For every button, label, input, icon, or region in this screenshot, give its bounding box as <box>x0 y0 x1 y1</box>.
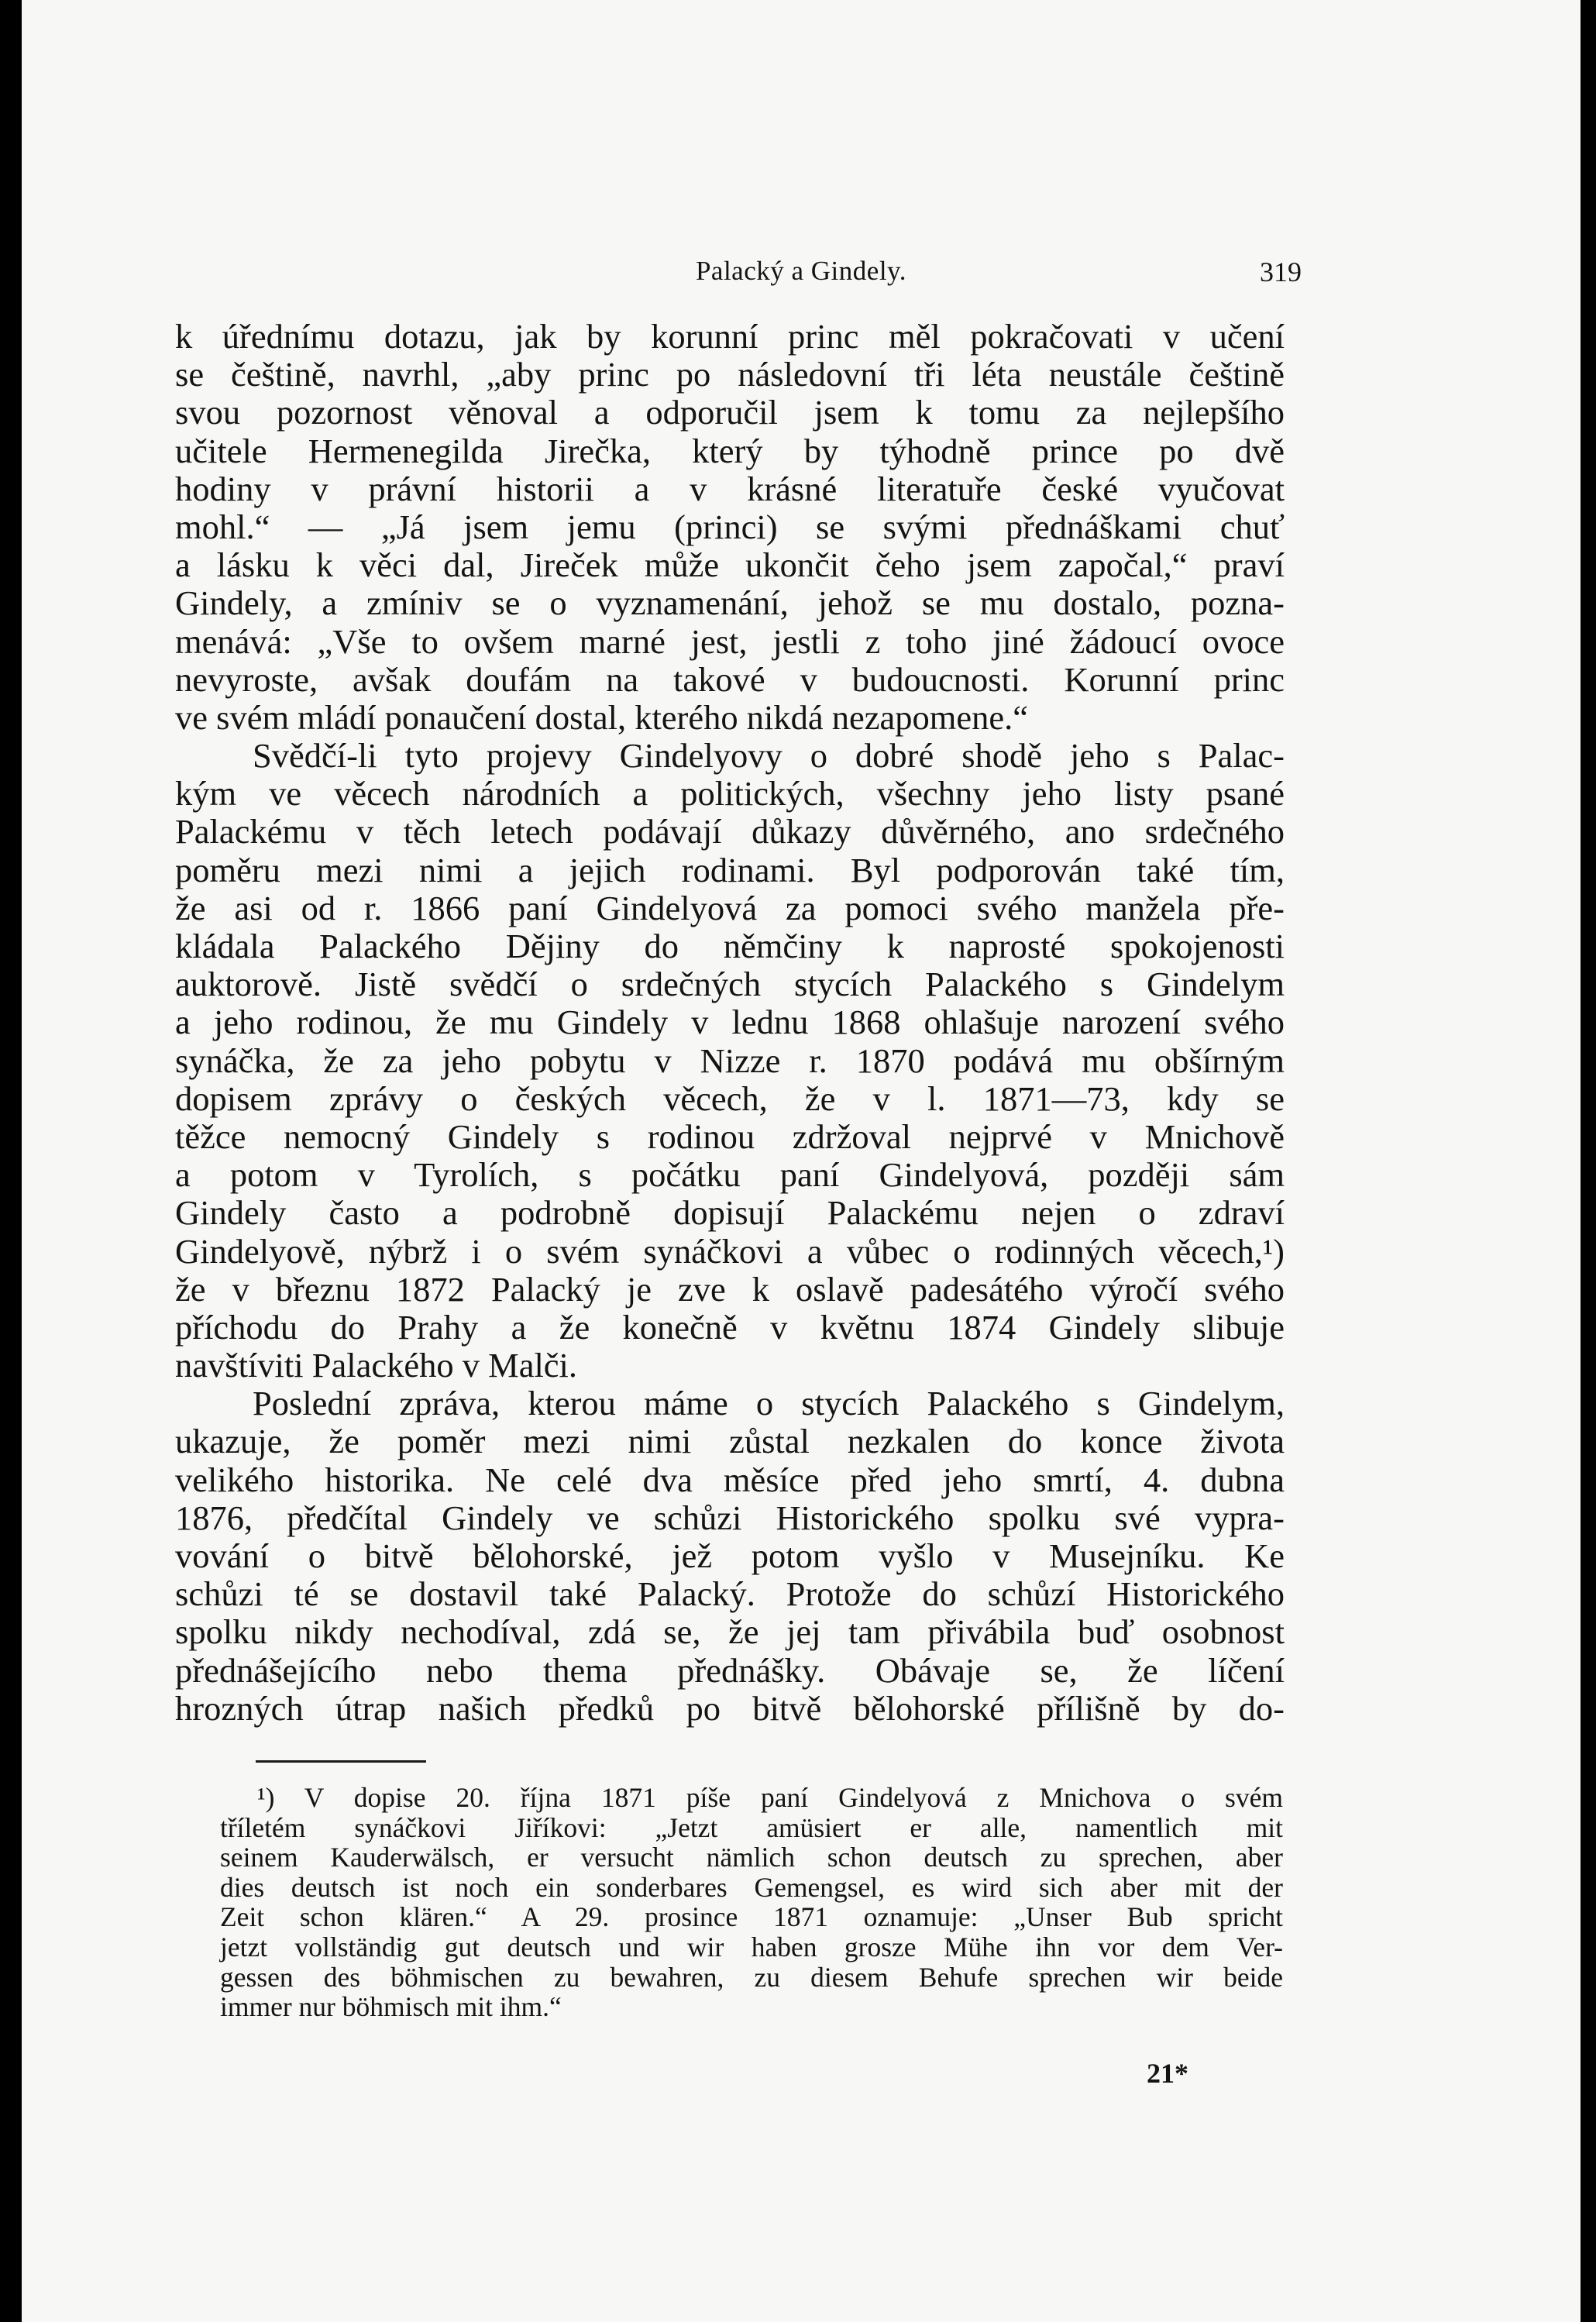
text-line: se češtině, navrhl, „aby princ po následovní tři léta neustále češtině <box>175 355 1285 394</box>
text-line: ve svém mládí ponaučení dostal, kterého nikdá nezapomene.“ <box>175 697 1028 737</box>
text-line: že asi od r. 1866 paní Gindelyová za pomoci svého manžela pře- <box>175 888 1285 927</box>
text-line: nevyroste, avšak doufám na takové v budoucnosti. Korunní princ <box>175 659 1285 699</box>
running-title: Palacký a Gindely. <box>695 256 907 286</box>
text-line: Palackému v těch letech podávají důkazy důvěrného, ano srdečného <box>175 812 1285 851</box>
text-line: a jeho rodinou, že mu Gindely v lednu 1868 ohlašuje narození svého <box>175 1003 1285 1042</box>
paragraph-1 <box>175 318 1285 737</box>
footnote-line: seinem Kauderwälsch, er versucht nämlich schon deutsch zu sprechen, aber <box>220 1842 1283 1873</box>
book-page <box>22 0 1581 2322</box>
text-line: kládala Palackého Dějiny do němčiny k naprosté spokojenosti <box>175 927 1285 965</box>
footnote-divider <box>256 1760 426 1763</box>
text-line: svou pozornost věnoval a odporučil jsem k tomu za nejlepšího <box>175 393 1285 432</box>
footnote-line: jetzt vollständig gut deutsch und wir haben grosze Mühe ihn vor dem Ver- <box>220 1931 1283 1963</box>
footnote-line: tříletém synáčkovi Jiříkovi: „Jetzt amüsiert er alle, namentlich mit <box>220 1811 1283 1843</box>
footnote-line: immer nur böhmisch mit ihm.“ <box>220 1991 562 2023</box>
text-line: synáčka, že za jeho pobytu v Nizze r. 1870 podává mu obšírným <box>175 1041 1285 1080</box>
text-line: k úřednímu dotazu, jak by korunní princ měl pokračovati v učení <box>175 317 1285 356</box>
text-line: Gindely, a zmíniv se o vyznamenání, jehož se mu dostalo, pozna- <box>175 583 1285 623</box>
running-head <box>22 256 1581 290</box>
paragraph-2 <box>175 737 1285 1385</box>
paragraph-3 <box>175 1385 1285 1728</box>
text-line: vování o bitvě bělohorské, jež potom vyšlo v Musejníku. Ke <box>175 1536 1285 1575</box>
text-line: hrozných útrap našich předků po bitvě bělohorské přílišně by do- <box>175 1688 1285 1728</box>
text-line: spolku nikdy nechodíval, zdá se, že jej tam přivábila buď osobnost <box>175 1612 1285 1652</box>
footnote <box>220 1783 1283 2022</box>
text-line: auktorově. Jistě svědčí o srdečných stycích Palackého s Gindelym <box>175 965 1285 1004</box>
text-line: a potom v Tyrolích, s počátku paní Gindelyová, později sám <box>175 1155 1285 1195</box>
page-number: 319 <box>1260 256 1302 287</box>
text-line: kým ve věcech národních a politických, všechny jeho listy psané <box>175 774 1285 814</box>
text-line: a lásku k věci dal, Jireček může ukončit čeho jsem započal,“ praví <box>175 545 1285 585</box>
text-line: navštíviti Palackého v Malči. <box>175 1346 578 1385</box>
footnote-line: gessen des böhmischen zu bewahren, zu diesem Behufe sprechen wir beide <box>220 1961 1283 1993</box>
text-line: příchodu do Prahy a že konečně v květnu 1874 Gindely slibuje <box>175 1307 1285 1347</box>
text-line: Svědčí-li tyto projevy Gindelyovy o dobré shodě jeho s Palac- <box>253 736 1285 776</box>
body-text <box>175 318 1285 1728</box>
text-line: Poslední zpráva, kterou máme o stycích Palackého s Gindelym, <box>253 1384 1285 1423</box>
text-line: Gindelyově, nýbrž i o svém synáčkovi a vůbec o rodinných věcech,¹) <box>175 1231 1285 1271</box>
text-line: poměru mezi nimi a jejich rodinami. Byl podporován také tím, <box>175 850 1285 889</box>
text-line: učitele Hermenegilda Jirečka, který by týhodně prince po dvě <box>175 431 1285 470</box>
text-line: že v březnu 1872 Palacký je zve k oslavě padesátého výročí svého <box>175 1269 1285 1309</box>
footnote-line: dies deutsch ist noch ein sonderbares Gemengsel, es wird sich aber mit der <box>220 1871 1283 1903</box>
text-line: ukazuje, že poměr mezi nimi zůstal nezkalen do konce života <box>175 1422 1285 1461</box>
text-line: těžce nemocný Gindely s rodinou zdržoval nejprvé v Mnichově <box>175 1116 1285 1156</box>
signature-mark: 21* <box>1147 2058 1188 2089</box>
text-line: hodiny v právní historii a v krásné literatuře české vyučovat <box>175 469 1285 508</box>
footnote-line: Zeit schon klären.“ A 29. prosince 1871 oznamuje: „Unser Bub spricht <box>220 1901 1283 1933</box>
text-line: přednášejícího nebo thema přednášky. Obávaje se, že líčení <box>175 1650 1285 1690</box>
text-line: mohl.“ — „Já jsem jemu (princi) se svými přednáškami chuť <box>175 507 1285 546</box>
footnote-line: ¹) V dopise 20. října 1871 píše paní Gindelyová z Mnichova o svém <box>257 1782 1283 1813</box>
text-line: Gindely často a podrobně dopisují Palackému nejen o zdraví <box>175 1193 1285 1233</box>
text-line: 1876, předčítal Gindely ve schůzi Historického spolku své vypra- <box>175 1498 1285 1537</box>
text-line: schůzi té se dostavil také Palacký. Protože do schůzí Historického <box>175 1574 1285 1614</box>
text-line: menává: „Vše to ovšem marné jest, jestli z toho jiné žádoucí ovoce <box>175 621 1285 661</box>
text-line: dopisem zprávy o českých věcech, že v l. 1871—73, kdy se <box>175 1078 1285 1118</box>
text-line: velikého historika. Ne celé dva měsíce před jeho smrtí, 4. dubna <box>175 1460 1285 1499</box>
